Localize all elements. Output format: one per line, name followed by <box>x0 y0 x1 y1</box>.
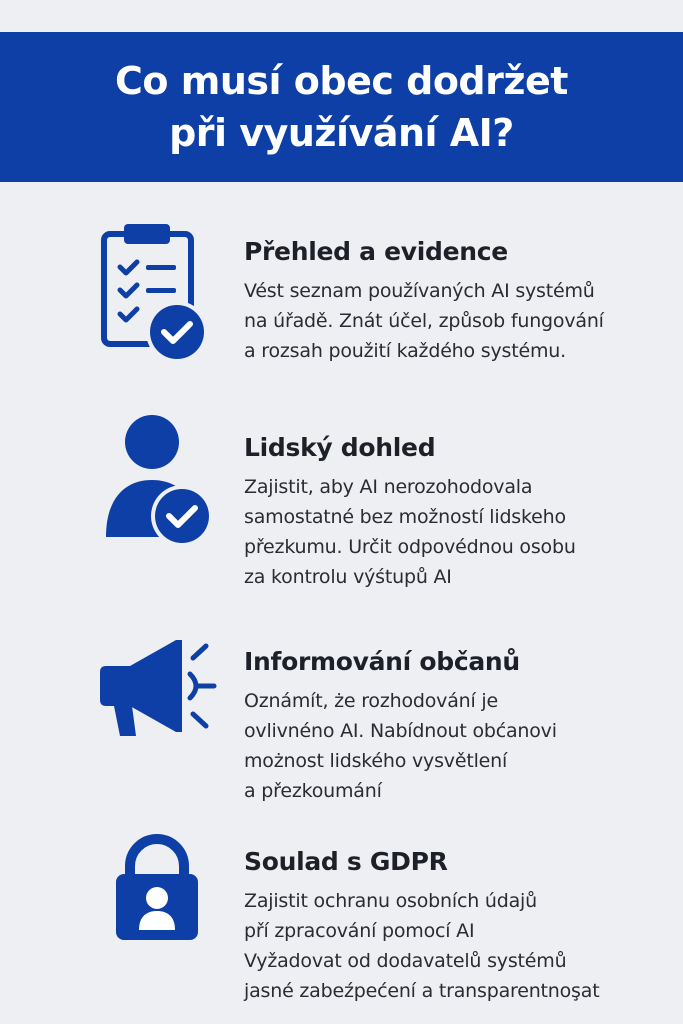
item-title: Informování občanů <box>244 647 520 676</box>
item-description-line: jasné zabeźpećení a transparentnoşat <box>244 980 600 1002</box>
lock-person-icon <box>112 834 202 944</box>
item-text <box>244 236 674 366</box>
list-item-informing-citizens <box>0 636 683 816</box>
item-description-line: samostatné bez možností lidskeho <box>244 506 566 528</box>
megaphone-icon <box>98 636 218 741</box>
user-check-icon <box>104 412 214 552</box>
item-title: Soulad s GDPR <box>244 847 448 876</box>
list-item-overview <box>0 222 683 382</box>
page-title-line-2: při využívání AI? <box>169 111 514 155</box>
list-item-gdpr-compliance <box>0 834 683 1014</box>
list-item-human-oversight <box>0 412 683 602</box>
item-description-line: a rozsah použití každého systému. <box>244 340 566 362</box>
item-description-line: ovlivnéno AI. Nabídnout obćanovi <box>244 720 557 742</box>
item-description-line: pří zpracování pomocí AI <box>244 920 475 942</box>
item-description-line: a přezkoumání <box>244 780 382 802</box>
item-description-line: za kontrolu výśtupů AI <box>244 566 452 588</box>
item-text <box>244 646 674 806</box>
item-title: Přehled a evidence <box>244 237 508 266</box>
header-banner <box>0 32 683 182</box>
item-text <box>244 432 674 592</box>
page-title-line-1: Co musí obec dodržet <box>115 59 568 103</box>
item-description-line: możnost lidského vysvětlení <box>244 750 508 772</box>
page-title <box>115 55 568 159</box>
item-description-line: na úřadě. Znát účel, způsob fungování <box>244 310 604 332</box>
item-title: Lidský dohled <box>244 433 436 462</box>
item-description-line: Zajistit, aby AI nerozohodovala <box>244 476 533 498</box>
item-description-line: Vyžadovat od dodavatelů systémů <box>244 950 567 972</box>
item-text <box>244 846 674 1006</box>
item-description-line: Vést seznam používaných AI systémů <box>244 280 595 302</box>
item-description-line: přezkumu. Určit odpovédnou osobu <box>244 536 576 558</box>
item-description-line: Zajistit ochranu osobních údajů <box>244 890 537 912</box>
item-description-line: Oznámít, że rozhodování je <box>244 690 498 712</box>
clipboard-check-icon <box>100 222 210 367</box>
